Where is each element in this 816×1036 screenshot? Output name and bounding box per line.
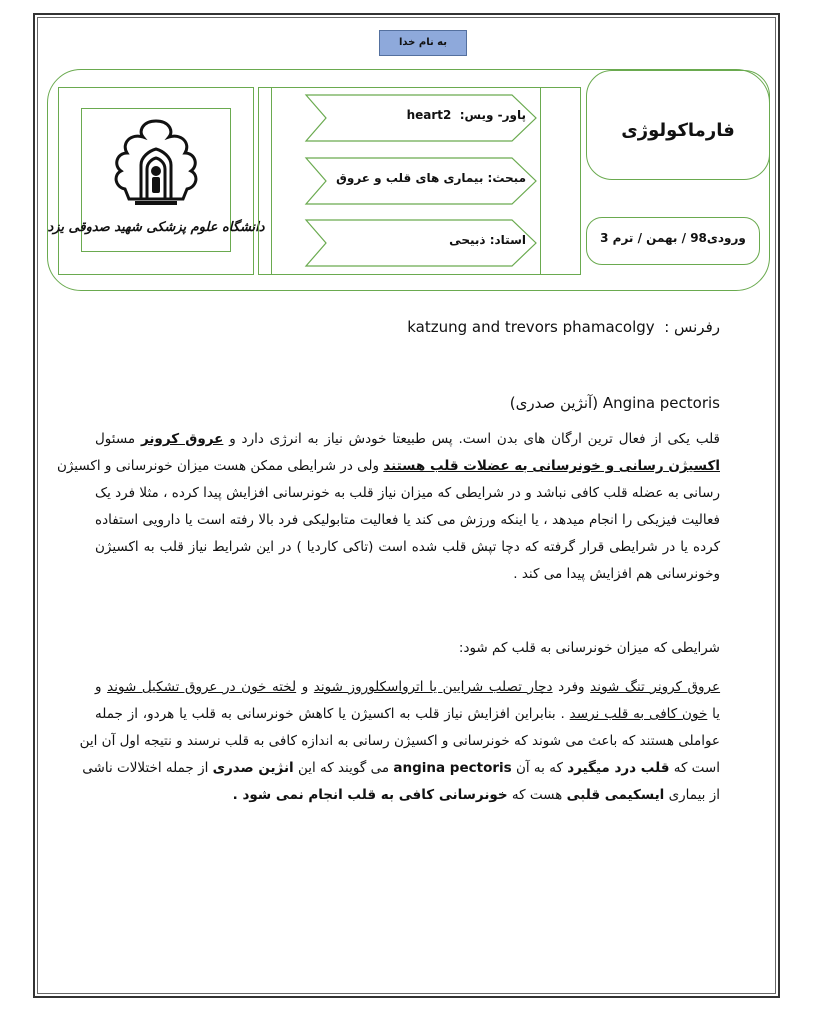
topic-label: مبحث: [487,171,526,185]
reference-value: katzung and trevors phamacolgy [407,318,655,336]
reference-line [407,318,720,336]
powerpoint-line [407,108,526,122]
para1-line: رسانی به عضله قلب کافی نباشد و در شرایطی که میزان نیاز قلب به خونرسانی افزایش پیدا کرده ، مثلا فرد یک [95,485,720,501]
para2-line: یا خون کافی به قلب نرسد . بنابراین افزایش نیاز قلب به اکسیژن یا کاهش خونرسانی به قلب یا هردو، از جمله [95,706,721,722]
para1-line: وخونرسانی هم افزایش پیدا می کند . [513,566,720,582]
para2-line: عروق کرونر تنگ شوند وفرد دچار تصلب شرایین یا اترواسکلوروز شوند و لخته خون در عروق تشکیل شوند و [95,679,721,695]
powerpoint-value: heart2 [406,108,452,122]
bold-term-coronary-arteries: عروق کرونر [140,431,224,447]
topic-value: بیماری های قلب و عروق [336,171,484,185]
bold-term-angina-persian: انژین صدری [212,760,294,776]
teacher-line [449,233,526,247]
topic-line [336,171,526,185]
bold-term-chest-pain: قلب درد میگیرد [567,760,670,776]
para2-line: است که قلب درد میگیرد که به آن angina pectoris می گویند که این انژین صدری از جمله اختلالات ناشی [82,760,720,776]
paragraph-angina-intro [56,426,720,588]
section-title-latin: Angina pectoris [602,394,720,412]
section-title [510,394,720,412]
logo-caption: دانشگاه علوم پزشکی شهید صدوقی یزد [47,220,265,235]
bold-term-ischemic-heart: ایسکیمی قلبی [566,787,665,803]
university-logo-icon [47,113,265,249]
para1-line: اکسیژن رسانی و خونرسانی به عضلات قلب هستند ولی در شرایطی ممکن هست میزان خونرسانی و اکسیژن [56,458,720,474]
para1-line: فعالیت فیزیکی را انجام میدهد ، یا اینکه ورزش می کند یا فعالیت متابولیکی فرد بالا رفته است یا دارویی استفاده [95,512,720,528]
para2-line: عواملی هستند که باعث می شوند که خونرسانی و اکسیژن رسانی به اندازه کافی به قلب نرسند و نتیجه اول آن این [79,733,720,749]
powerpoint-label: پاور- ویس: [459,108,526,122]
para2-line: از بیماری ایسکیمی قلبی هست که خونرسانی کافی به قلب انجام نمی شود . [232,787,720,803]
reference-label: رفرنس : [664,318,720,336]
para1-line: کرده یا در شرایطی قرار گرفته که دچا تپش قلب شده است (تاکی کاردیا ) در این شرایط نیاز قلب به اکسیژن [95,539,720,555]
course-title: فارماکولوژی [621,120,735,141]
bismillah-box: به نام خدا [379,30,467,56]
section-title-persian: (آنژین صدری) [509,394,599,412]
paragraph-reduced-perfusion [79,674,721,809]
bold-term-insufficient-perfusion: خونرسانی کافی به قلب انجام نمی شود . [232,787,508,803]
teacher-value: ذبیحی [449,233,486,247]
term-text: ورودی98 / بهمن / ترم 3 [600,231,746,245]
para1-line: قلب یکی از فعال ترین ارگان های بدن است. پس طبیعتا خودش نیاز به انرژی دارد و عروق کرونر مسئول [95,431,720,447]
para2-heading: شرایطی که میزان خونرسانی به قلب کم شود: [458,640,720,656]
teacher-label: استاد: [489,233,526,247]
bold-term-angina-pectoris: angina pectoris [393,760,512,776]
bold-term-oxygen-supply: اکسیژن رسانی و خونرسانی به عضلات قلب هستند [383,458,720,474]
